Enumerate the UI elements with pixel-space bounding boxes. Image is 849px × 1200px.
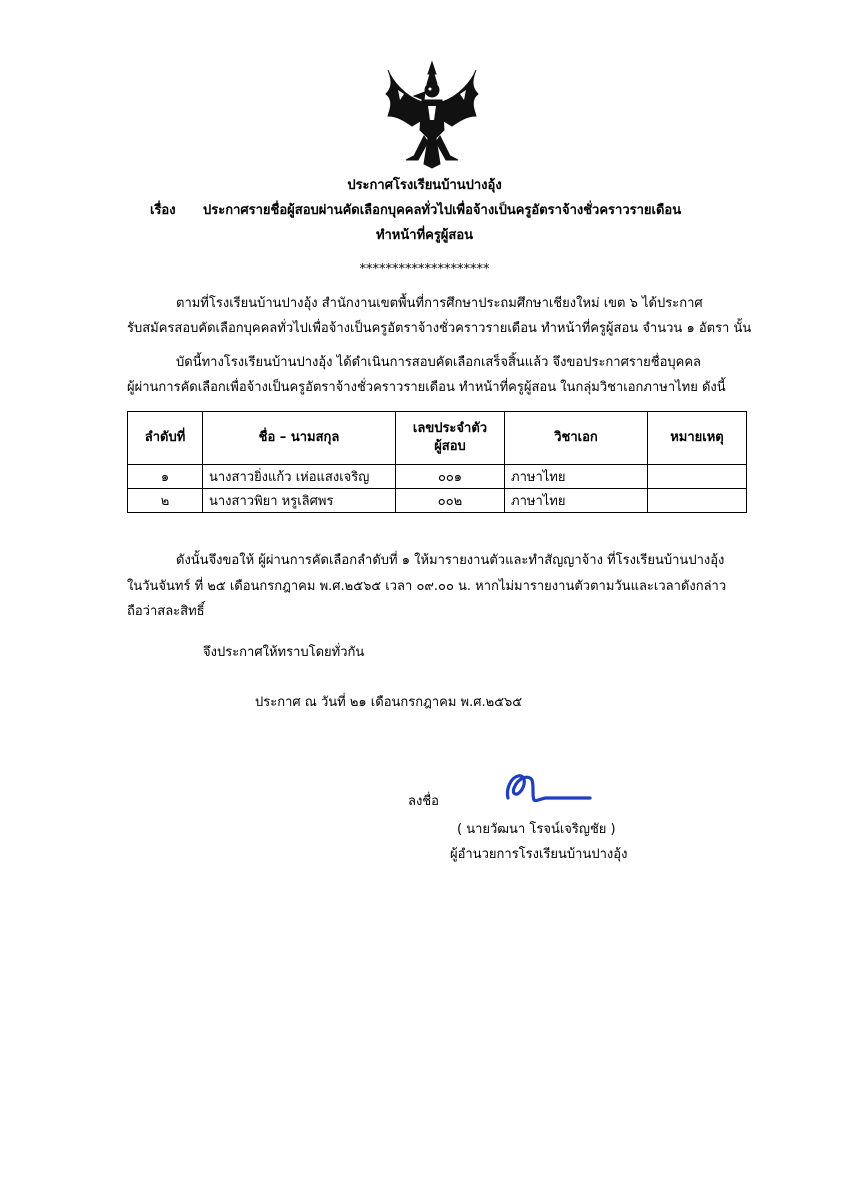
separator: ******************** [359,262,490,277]
paragraph-2-line-1: บัดนี้ทางโรงเรียนบ้านปางอุ้ง ได้ดำเนินการสอบคัดเลือกเสร็จสิ้นแล้ว จึงขอประกาศรายชื่อบุคคล [176,355,701,370]
row-major: ภาษาไทย [505,465,648,489]
row-note [648,465,747,489]
paragraph-2-line-2: ผู้ผ่านการคัดเลือกเพื่อจ้างเป็นครูอัตราจ้างชั่วคราวรายเดือน ทำหน้าที่ครูผู้สอน ในกลุ่มวิชาเอกภาษาไทย ดังนี้ [127,380,726,395]
row-no: ๒ [128,489,203,513]
paragraph-1-line-2: รับสมัครสอบคัดเลือกบุคคลทั่วไปเพื่อจ้างเป็นครูอัตราจ้างชั่วคราวรายเดือน ทำหน้าที่ครูผู้สอน จำนวน ๑ อัตรา นั้น [127,321,752,336]
row-candidate-id: ๐๐๒ [396,489,505,513]
header-candidate-id [396,412,505,465]
row-no: ๑ [128,465,203,489]
row-candidate-id: ๐๐๑ [396,465,505,489]
table-header-row [128,412,747,465]
signer-name: ( นายวัฒนา โรจน์เจริญชัย ) [457,822,616,837]
sign-label: ลงชื่อ [408,794,439,809]
paragraph-3-line-2: ในวันจันทร์ ที่ ๒๕ เดือนกรกฎาคม พ.ศ.๒๕๖๕ เวลา ๐๙.๐๐ น. หากไม่มารายงานตัวตามวันและเวลาดังกล่าว [127,579,727,594]
header-major: วิชาเอก [505,412,648,465]
row-note [648,489,747,513]
table-row [128,489,747,513]
row-major: ภาษาไทย [505,489,648,513]
header-name: ชื่อ – นามสกุล [203,412,396,465]
handwritten-signature-icon [502,768,594,808]
issuer-title: ประกาศโรงเรียนบ้านปางอุ้ง [347,178,502,193]
table-row [128,465,747,489]
announce-date: ประกาศ ณ วันที่ ๒๑ เดือนกรกฎาคม พ.ศ.๒๕๖๕ [255,695,523,710]
row-name: นางสาวพิยา หรูเลิศพร [203,489,396,513]
results-table [127,411,747,513]
signer-position: ผู้อำนวยการโรงเรียนบ้านปางอุ้ง [450,847,628,862]
header-note: หมายเหตุ [648,412,747,465]
announce-to-all: จึงประกาศให้ทราบโดยทั่วกัน [203,645,365,660]
subject-line2: ทำหน้าที่ครูผู้สอน [375,228,474,243]
garuda-emblem-icon [384,60,480,170]
header-no: ลำดับที่ [128,412,203,465]
paragraph-1-line-1: ตามที่โรงเรียนบ้านปางอุ้ง สำนักงานเขตพื้นที่การศึกษาประถมศึกษาเชียงใหม่ เขต ๖ ได้ประกาศ [176,296,703,311]
row-name: นางสาวยิ่งแก้ว เห่อแสงเจริญ [203,465,396,489]
header-id-line2: ผู้สอบ [434,439,466,454]
paragraph-3-line-3: ถือว่าสละสิทธิ์ [127,604,205,619]
subject-text: ประกาศรายชื่อผู้สอบผ่านคัดเลือกบุคคลทั่วไปเพื่อจ้างเป็นครูอัตราจ้างชั่วคราวรายเดือน [203,203,682,218]
paragraph-3-line-1: ดังนั้นจึงขอให้ ผู้ผ่านการคัดเลือกลำดับที่ ๑ ให้มารายงานตัวและทำสัญญาจ้าง ที่โรงเรียนบ้านปางอุ้ง [176,553,725,568]
subject-label: เรื่อง [150,203,176,218]
header-id-line1: เลขประจำตัว [412,421,488,436]
